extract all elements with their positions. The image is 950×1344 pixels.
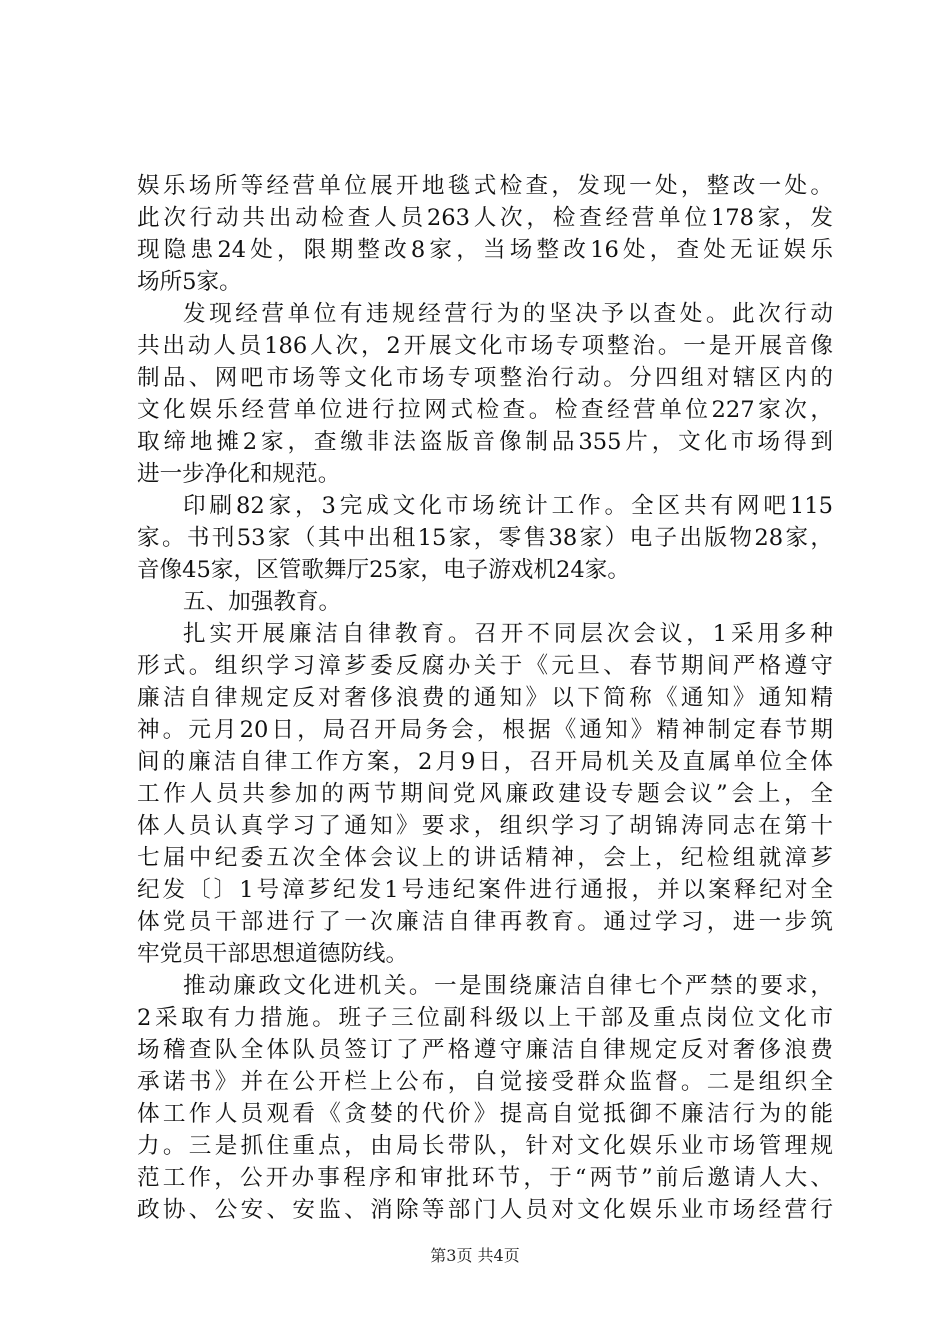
text-line: 扎实开展廉洁自律教育。召开不同层次会议，1采用多种 — [183, 621, 833, 647]
text-line: 取缔地摊2家，查缴非法盗版音像制品355片，文化市场得到 — [137, 429, 833, 455]
text-line: 政协、公安、安监、消除等部门人员对文化娱乐业市场经营行 — [137, 1197, 833, 1223]
text-line: 此次行动共出动检查人员263人次，检查经营单位178家，发 — [137, 205, 833, 231]
text-line: 发现经营单位有违规经营行为的坚决予以查处。此次行动 — [183, 301, 833, 327]
text-line: 2采取有力措施。班子三位副科级以上干部及重点岗位文化市 — [137, 1005, 833, 1031]
paragraph — [137, 170, 833, 298]
text-line: 娱乐场所等经营单位展开地毯式检查，发现一处，整改一处。 — [137, 173, 833, 199]
text-line: 间的廉洁自律工作方案，2月9日，召开局机关及直属单位全体 — [137, 749, 833, 775]
text-line: 体党员干部进行了一次廉洁自律再教育。通过学习，进一步筑 — [137, 909, 833, 935]
text-line: 体人员认真学习了通知》要求，组织学习了胡锦涛同志在第十 — [137, 813, 833, 839]
text-line: 牢党员干部思想道德防线。 — [137, 941, 409, 967]
text-line: 纪发〔〕1号漳芗纪发1号违纪案件进行通报，并以案释纪对全 — [137, 877, 833, 903]
text-line: 共出动人员186人次，2开展文化市场专项整治。一是开展音像 — [137, 333, 833, 359]
text-line: 进一步净化和规范。 — [137, 461, 341, 487]
paragraph — [137, 490, 833, 586]
paragraph — [137, 298, 833, 490]
text-line: 七届中纪委五次全体会议上的讲话精神，会上，纪检组就漳芗 — [137, 845, 833, 871]
paragraph — [137, 618, 833, 970]
text-line: 范工作，公开办事程序和审批环节，于“两节”前后邀请人大、 — [137, 1165, 833, 1191]
text-line: 场所5家。 — [137, 269, 242, 295]
text-line: 音像45家，区管歌舞厅25家，电子游戏机24家。 — [137, 557, 630, 583]
text-line: 形式。组织学习漳芗委反腐办关于《元旦、春节期间严格遵守 — [137, 653, 833, 679]
text-line: 制品、网吧市场等文化市场专项整治行动。分四组对辖区内的 — [137, 365, 833, 391]
paragraph — [137, 586, 833, 618]
text-line: 体工作人员观看《贪婪的代价》提高自觉抵御不廉洁行为的能 — [137, 1101, 833, 1127]
text-line: 现隐患24处，限期整改8家，当场整改16处，查处无证娱乐 — [137, 237, 833, 263]
text-line: 承诺书》并在公开栏上公布，自觉接受群众监督。二是组织全 — [137, 1069, 833, 1095]
text-line: 五、加强教育。 — [183, 589, 342, 615]
text-line: 场稽查队全体队员签订了严格遵守廉洁自律规定反对奢侈浪费 — [137, 1037, 833, 1063]
page-footer: 第3页 共4页 — [430, 1246, 520, 1265]
document-body — [137, 170, 833, 1226]
text-line: 推动廉政文化进机关。一是围绕廉洁自律七个严禁的要求， — [183, 973, 833, 999]
text-line: 文化娱乐经营单位进行拉网式检查。检查经营单位227家次， — [137, 397, 833, 423]
text-line: 工作人员共参加的两节期间党风廉政建设专题会议”会上，全 — [137, 781, 833, 807]
text-line: 家。书刊53家（其中出租15家，零售38家）电子出版物28家， — [137, 525, 833, 551]
text-line: 力。三是抓住重点，由局长带队，针对文化娱乐业市场管理规 — [137, 1133, 833, 1159]
text-line: 廉洁自律规定反对奢侈浪费的通知》以下简称《通知》通知精 — [137, 685, 833, 711]
text-line: 神。元月20日，局召开局务会，根据《通知》精神制定春节期 — [137, 717, 833, 743]
paragraph — [137, 970, 833, 1226]
text-line: 印刷82家，3完成文化市场统计工作。全区共有网吧115 — [183, 493, 833, 519]
